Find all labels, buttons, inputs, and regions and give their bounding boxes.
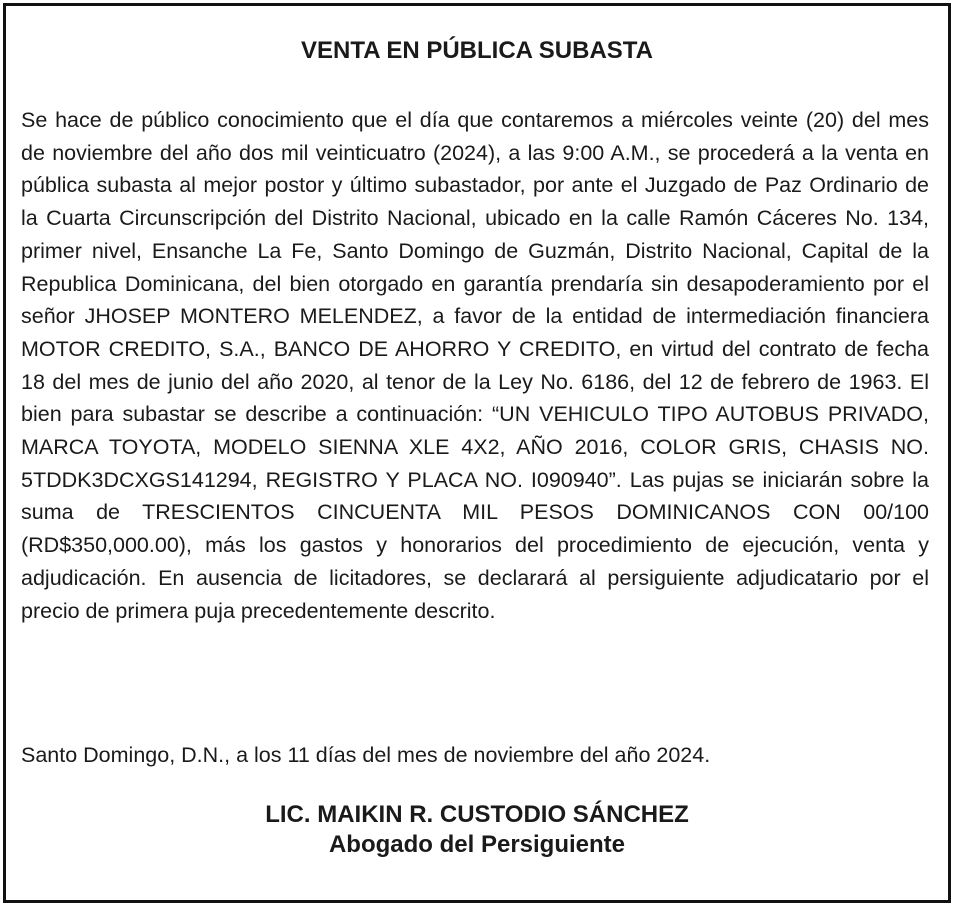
signatory-name: LIC. MAIKIN R. CUSTODIO SÁNCHEZ bbox=[265, 801, 689, 828]
signatory-role: Abogado del Persiguiente bbox=[328, 831, 626, 858]
place-date: Santo Domingo, D.N., a los 11 días del mes de noviembre del año 2024. bbox=[21, 743, 711, 767]
signature-block bbox=[6, 800, 948, 860]
notice-title: VENTA EN PÚBLICA SUBASTA bbox=[300, 37, 653, 64]
legal-notice bbox=[3, 3, 951, 903]
notice-body: Se hace de público conocimiento que el día que contaremos a miércoles veinte (20) del mes de noviembre del año dos mil veinticuatro (2024), a las 9:00 A.M., se procederá a la venta en pública subasta al mejor postor y último subastador, por ante el Juzgado de Paz Ordinario de la Cuarta Circunscripción del Distrito Nacional, ubicado en la calle Ramón Cáceres No. 134, primer nivel, Ensanche La Fe, Santo Domingo de Guzmán, Distrito Nacional, Capital de la Republica Dominicana, del bien otorgado en garantía prendaría sin desapoderamiento por el señor JHOSEP MONTERO MELENDEZ, a favor de la entidad de intermediación financiera MOTOR CREDITO, S.A., BANCO DE AHORRO Y CREDITO, en virtud del contrato de fecha 18 del mes de junio del año 2020, al tenor de la Ley No. 6186, del 12 de febrero de 1963. El bien para subastar se describe a continuación: “UN VEHICULO TIPO AUTOBUS PRIVADO, MARCA TOYOTA, MODELO SIENNA XLE 4X2, AÑO 2016, COLOR GRIS, CHASIS NO. 5TDDK3DCXGS141294, REGISTRO Y PLACA NO. I090940”. Las pujas se iniciarán sobre la suma de TRESCIENTOS CINCUENTA MIL PESOS DOMINICANOS CON 00/100 (RD$350,000.00), más los gastos y honorarios del procedimiento de ejecución, venta y adjudicación. En ausencia de licitadores, se declarará al persiguiente adjudicatario por el precio de primera puja precedentemente descrito. bbox=[21, 108, 929, 623]
